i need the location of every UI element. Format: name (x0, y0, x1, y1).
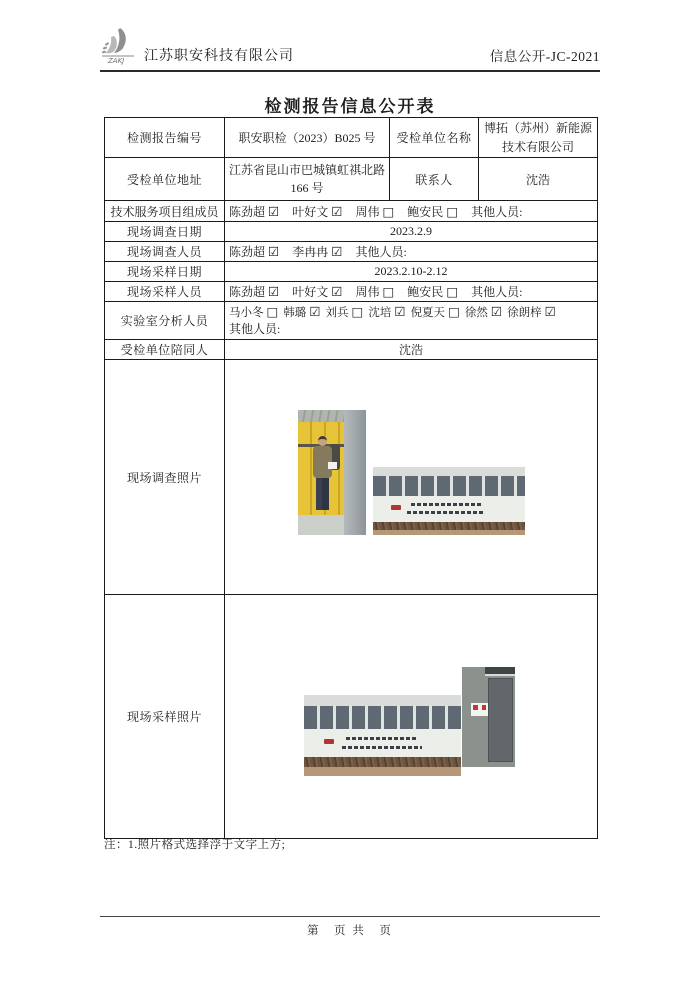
survey-staff-label: 现场调查人员 (105, 242, 225, 262)
checkbox-unchecked-icon: □ (382, 203, 395, 219)
contact-label: 联系人 (390, 158, 479, 201)
footnote: 注：1.照片格式选择浮于文字上方; (104, 839, 286, 851)
checkbox-checked-icon: ☑ (309, 304, 321, 320)
lab-staff-member: 倪夏天 □ (410, 304, 460, 320)
row-team (105, 201, 598, 222)
lab-other-label: 其他人员: (229, 322, 281, 337)
sampling-date-label: 现场采样日期 (105, 262, 225, 282)
checkbox-unchecked-icon: □ (446, 284, 459, 300)
team-member: 鲍安民 □ (407, 203, 459, 219)
survey-date-value: 2023.2.9 (225, 222, 598, 242)
escort-label: 受检单位陪同人 (105, 340, 225, 360)
sampling-staff-cell (225, 282, 598, 302)
checkbox-unchecked-icon: □ (266, 304, 279, 320)
lab-staff-member: 马小冬 □ (229, 304, 279, 320)
sampling-staff-member: 叶好文 ☑ (292, 284, 343, 300)
report-info-table (104, 117, 598, 839)
row-sampling-photos (105, 595, 598, 839)
checkbox-checked-icon: ☑ (331, 284, 343, 300)
survey-date-label: 现场调查日期 (105, 222, 225, 242)
sampling-date-value: 2023.2.10-2.12 (225, 262, 598, 282)
lab-staff-member: 徐然 ☑ (464, 304, 503, 320)
address-value: 江苏省昆山市巴城镇虹祺北路 166 号 (225, 158, 390, 201)
report-no-label: 检测报告编号 (105, 118, 225, 158)
row-sampling-date (105, 262, 598, 282)
team-member: 陈劲超 ☑ (229, 203, 280, 219)
address-label: 受检单位地址 (105, 158, 225, 201)
checkbox-checked-icon: ☑ (490, 304, 503, 320)
survey-photo-cell (225, 360, 598, 595)
sampling-photo-door (462, 667, 515, 767)
checkbox-unchecked-icon: □ (382, 284, 395, 300)
sampling-staff-member: 鲍安民 □ (407, 284, 459, 300)
lab-staff-member: 刘兵 □ (325, 304, 364, 320)
lab-staff-member: 韩璐 ☑ (283, 304, 321, 320)
checkbox-unchecked-icon: □ (446, 203, 459, 219)
team-other-label: 其他人员: (471, 204, 523, 219)
lab-staff-member: 徐朗梓 ☑ (507, 304, 556, 320)
row-lab-staff (105, 302, 598, 340)
checkbox-checked-icon: ☑ (394, 304, 406, 320)
row-escort (105, 340, 598, 360)
checkbox-checked-icon: ☑ (268, 203, 280, 219)
team-member: 周伟 □ (355, 203, 395, 219)
sampling-staff-label: 现场采样人员 (105, 282, 225, 302)
unit-name-label: 受检单位名称 (390, 118, 479, 158)
report-no-value: 职安职检（2023）B025 号 (225, 118, 390, 158)
row-survey-photos (105, 360, 598, 595)
survey-photo-label: 现场调查照片 (105, 360, 225, 595)
sampling-photo-label: 现场采样照片 (105, 595, 225, 839)
sampling-staff-member: 周伟 □ (355, 284, 395, 300)
sampling-photo-cell (225, 595, 598, 839)
survey-staff-member: 李冉冉 ☑ (292, 244, 343, 260)
survey-other-label: 其他人员: (355, 245, 407, 260)
survey-staff-member: 陈劲超 ☑ (229, 244, 280, 260)
row-report-no (105, 118, 598, 158)
unit-name-value: 博拓（苏州）新能源技术有限公司 (479, 118, 598, 158)
sampling-other-label: 其他人员: (471, 285, 523, 300)
sampling-staff-member: 陈劲超 ☑ (229, 284, 280, 300)
page-title: 检测报告信息公开表 (264, 97, 436, 116)
checkbox-checked-icon: ☑ (544, 304, 556, 320)
escort-value: 沈浩 (225, 340, 598, 360)
checkbox-unchecked-icon: □ (448, 304, 460, 320)
checkbox-unchecked-icon: □ (351, 304, 364, 320)
row-survey-date (105, 222, 598, 242)
row-sampling-staff (105, 282, 598, 302)
logo-text: ZAKJ (108, 57, 125, 65)
team-member: 叶好文 ☑ (292, 203, 343, 219)
doc-code: 信息公开-JC-2021 (489, 49, 600, 64)
team-label: 技术服务项目组成员 (105, 201, 225, 222)
company-logo-icon (100, 26, 142, 66)
sampling-photo-factory (304, 695, 461, 776)
lab-label: 实验室分析人员 (105, 302, 225, 340)
company-name: 江苏职安科技有限公司 (144, 49, 294, 64)
checkbox-checked-icon: ☑ (268, 244, 280, 260)
team-members-cell (225, 201, 598, 222)
brand (100, 26, 294, 66)
survey-photo-person (298, 410, 366, 535)
lab-staff-member: 沈培 ☑ (368, 304, 406, 320)
row-address (105, 158, 598, 201)
row-survey-staff (105, 242, 598, 262)
checkbox-checked-icon: ☑ (268, 284, 280, 300)
survey-photo-factory (373, 467, 525, 535)
checkbox-checked-icon: ☑ (331, 244, 343, 260)
page-header (100, 26, 600, 72)
contact-value: 沈浩 (479, 158, 598, 201)
survey-staff-cell (225, 242, 598, 262)
page-number: 第 页 共 页 (307, 925, 393, 937)
lab-staff-cell (225, 302, 598, 340)
checkbox-checked-icon: ☑ (331, 203, 343, 219)
footer-rule (100, 916, 600, 917)
